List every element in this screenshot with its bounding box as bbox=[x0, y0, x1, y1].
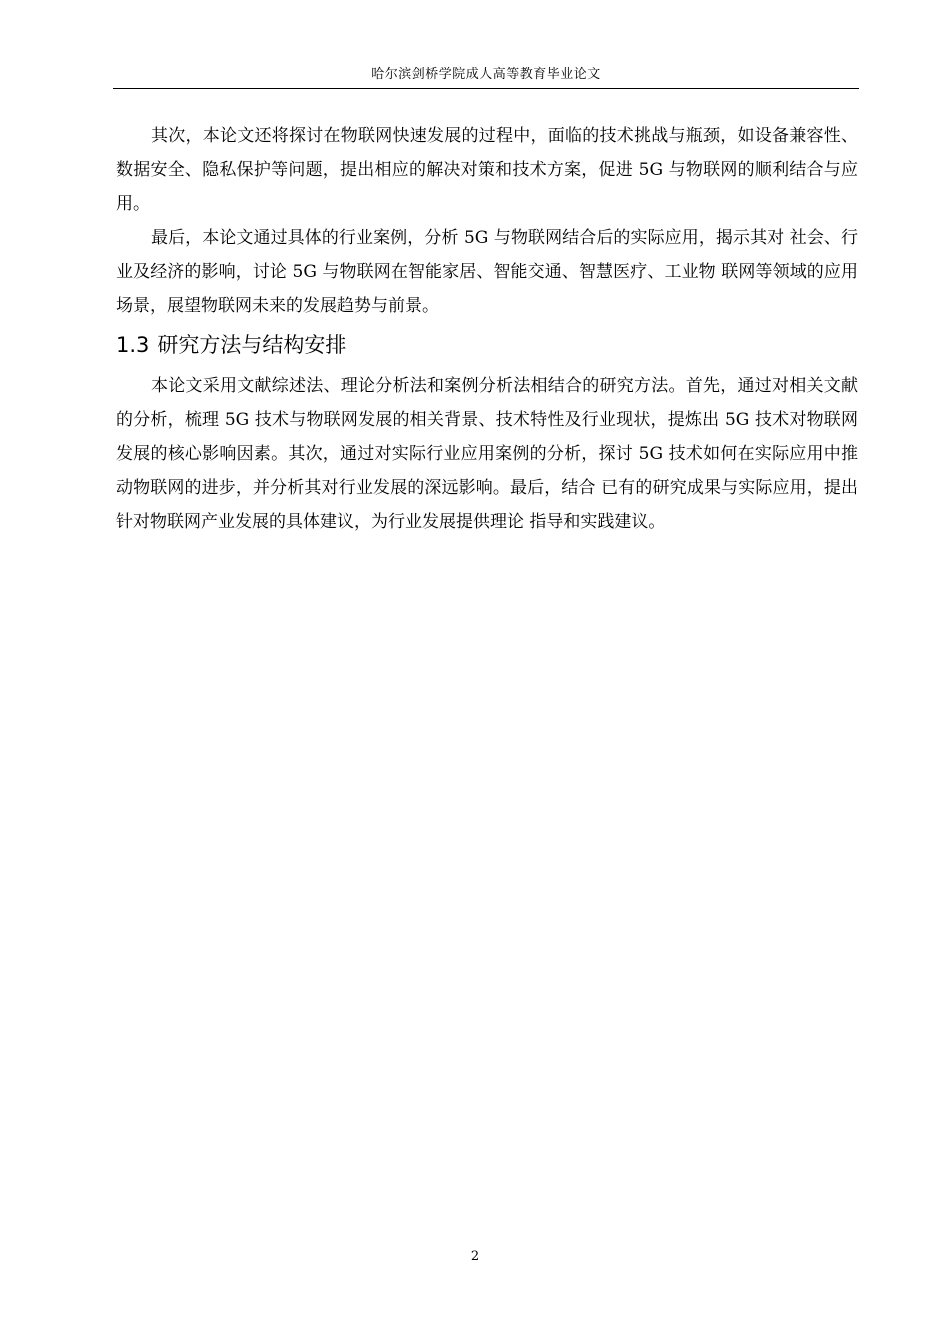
paragraph-challenges: 其次，本论文还将探讨在物联网快速发展的过程中，面临的技术挑战与瓶颈，如设备兼容性、数据安全、隐私保护等问题，提出相应的解决对策和技术方案，促进 5G 与物联网的顺利结合与应用。 bbox=[116, 126, 858, 214]
header-divider bbox=[113, 88, 859, 89]
page-number: 2 bbox=[470, 1249, 480, 1264]
section-title: 研究方法与结构安排 bbox=[157, 333, 347, 357]
section-number: 1.3 bbox=[116, 333, 150, 357]
section-heading bbox=[116, 327, 858, 363]
page-header-title: 哈尔滨剑桥学院成人高等教育毕业论文 bbox=[371, 67, 601, 82]
document-body bbox=[116, 119, 858, 539]
paragraph-methods: 本论文采用文献综述法、理论分析法和案例分析法相结合的研究方法。首先，通过对相关文献的分析，梳理 5G 技术与物联网发展的相关背景、技术特性及行业现状，提炼出 5G 技术对物联网发展的核心影响因素。其次，通过对实际行业应用案例的分析，探讨 5G 技术如何在实际应用中推动物联网的进步，并分析其对行业发展的深远影响。最后，结合 已有的研究成果与实际应用，提出针对物联网产业发展的具体建议，为行业发展提供理论 指导和实践建议。 bbox=[116, 376, 858, 532]
paragraph-applications: 最后，本论文通过具体的行业案例，分析 5G 与物联网结合后的实际应用，揭示其对 社会、行业及经济的影响，讨论 5G 与物联网在智能家居、智能交通、智慧医疗、工业物 联网等领域的应用场景，展望物联网未来的发展趋势与前景。 bbox=[116, 228, 858, 316]
